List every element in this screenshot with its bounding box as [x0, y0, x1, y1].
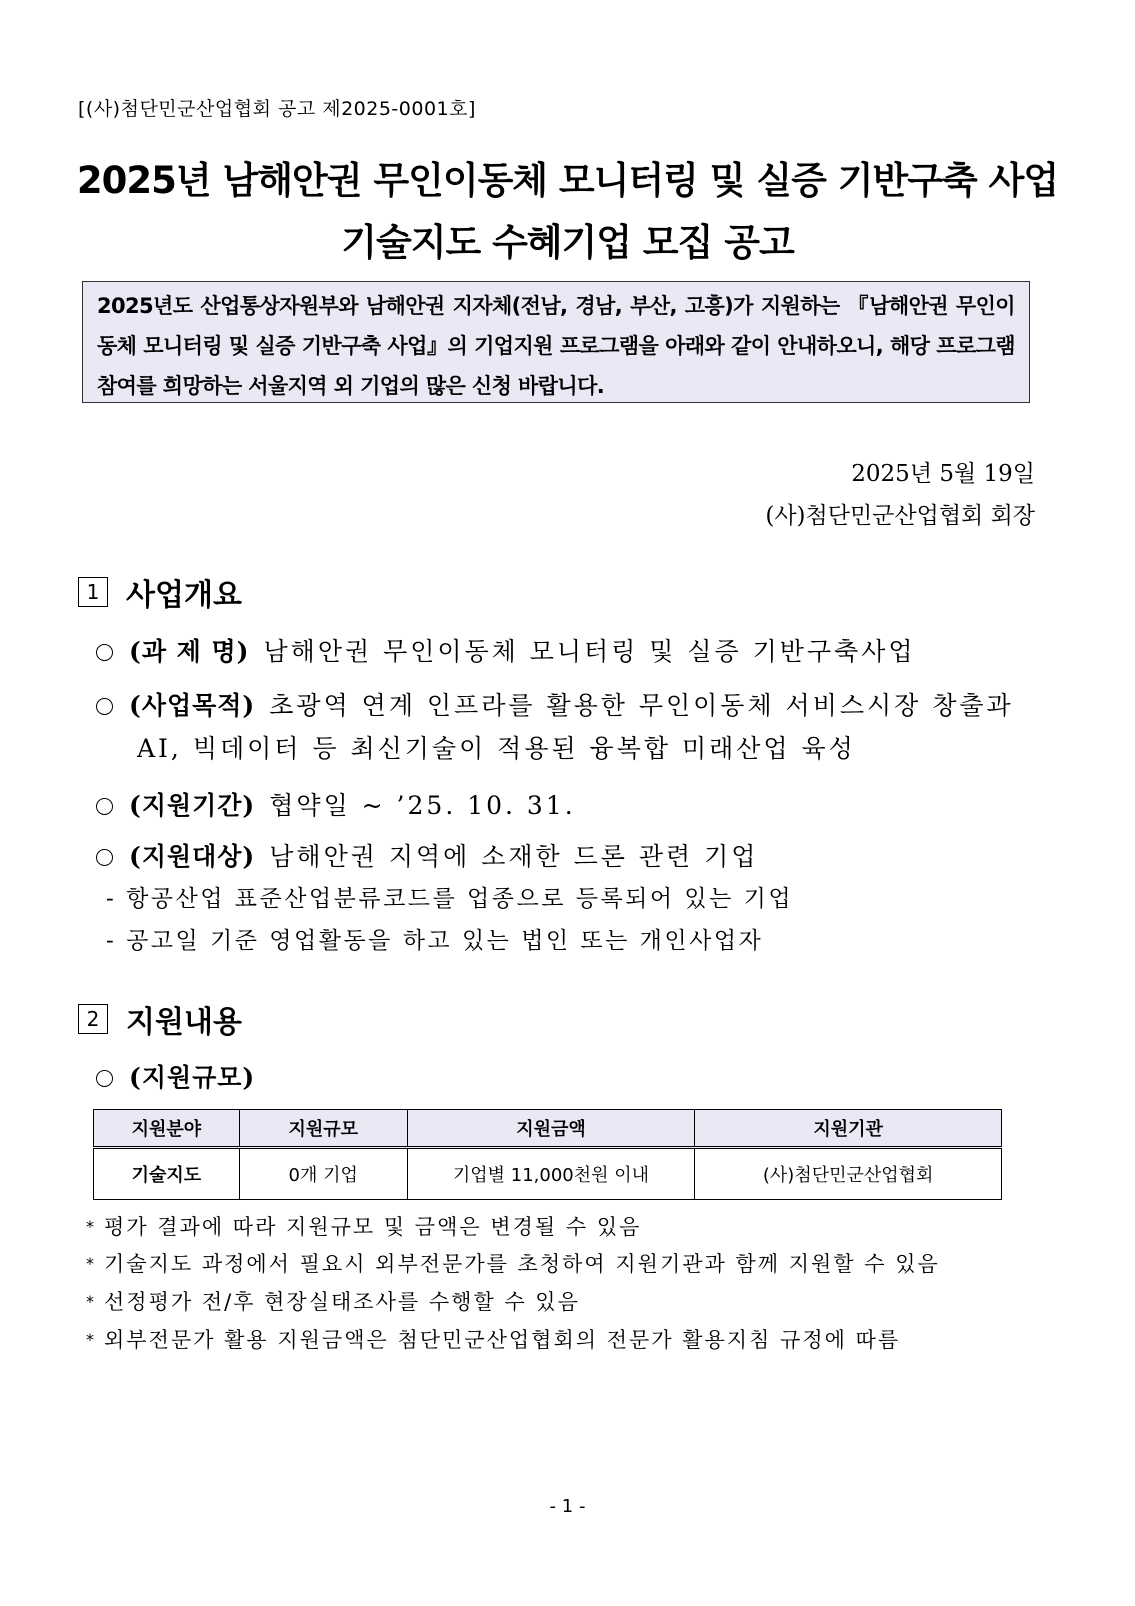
circle-bullet-icon — [96, 849, 113, 866]
note — [86, 1211, 641, 1241]
item-target — [96, 837, 758, 873]
circle-bullet-icon — [96, 798, 113, 815]
note — [86, 1324, 900, 1354]
circle-bullet-icon — [96, 1070, 113, 1087]
section-1-title: 사업개요 — [126, 578, 242, 613]
section-2-title: 지원내용 — [126, 1005, 242, 1040]
asterisk-icon: * — [86, 1292, 96, 1311]
note-text: 기술지도 과정에서 필요시 외부전문가를 초청하여 지원기관과 함께 지원할 수 있음 — [104, 1252, 940, 1276]
item-label: (지원기간) — [129, 791, 256, 820]
notice-date: 2025년 5월 19일 — [851, 461, 1035, 487]
item-text: 남해안권 지역에 소재한 드론 관련 기업 — [269, 842, 759, 871]
table-header: 지원금액 — [407, 1110, 695, 1148]
section-1-heading — [78, 570, 242, 614]
item-label: (과 제 명) — [129, 637, 250, 666]
table-row — [94, 1148, 1002, 1200]
item-period — [96, 786, 576, 822]
section-1-number: 1 — [78, 577, 108, 607]
support-table — [93, 1109, 1002, 1200]
item-purpose-continued: AI, 빅데이터 등 최신기술이 적용된 융복합 미래산업 육성 — [137, 734, 856, 763]
note-text: 평가 결과에 따라 지원규모 및 금액은 변경될 수 있음 — [104, 1215, 642, 1239]
item-text: 협약일 ~ ’25. 10. 31. — [269, 791, 576, 820]
item-text: 남해안권 무인이동체 모니터링 및 실증 기반구축사업 — [263, 637, 916, 666]
table-cell: 기술지도 — [94, 1148, 240, 1200]
page-number: - 1 - — [549, 1496, 586, 1517]
item-label: (지원대상) — [129, 842, 256, 871]
summary-box — [82, 281, 1030, 403]
asterisk-icon: * — [86, 1217, 96, 1236]
summary-text: 2025년도 산업통상자원부와 남해안권 지자체(전남, 경남, 부산, 고흥)가 지원하는 『남해안권 무인이동체 모니터링 및 실증 기반구축 사업』의 기업지원 프로그램을 아래와 같이 안내하오니, 해당 프로그램 참여를 희망하는 서울지역 외 기업의 많은 신청 바랍니다. — [97, 294, 1015, 398]
title-line-1: 2025년 남해안권 무인이동체 모니터링 및 실증 기반구축 사업 — [76, 159, 1059, 202]
table-header: 지원분야 — [94, 1110, 240, 1148]
table-cell: 기업별 11,000천원 이내 — [407, 1148, 695, 1200]
item-project-name — [96, 632, 916, 668]
table-header: 지원기관 — [695, 1110, 1002, 1148]
table-cell: (사)첨단민군산업협회 — [695, 1148, 1002, 1200]
note — [86, 1248, 940, 1278]
table-header-row — [94, 1110, 1002, 1148]
subitem: - 항공산업 표준산업분류코드를 업종으로 등록되어 있는 기업 — [106, 886, 794, 912]
item-purpose — [96, 686, 1014, 722]
item-label: (지원규모) — [129, 1063, 256, 1092]
note-text: 선정평가 전/후 현장실태조사를 수행할 수 있음 — [104, 1290, 580, 1314]
issuer: (사)첨단민군산업협회 회장 — [765, 503, 1035, 529]
section-2-heading — [78, 997, 242, 1041]
asterisk-icon: * — [86, 1330, 96, 1349]
asterisk-icon: * — [86, 1254, 96, 1273]
notice-number: [(사)첨단민군산업협회 공고 제2025-0001호] — [78, 98, 476, 120]
item-text: 초광역 연계 인프라를 활용한 무인이동체 서비스시장 창출과 — [269, 691, 1014, 720]
section-2-number: 2 — [78, 1004, 108, 1034]
title-line-2: 기술지도 수혜기업 모집 공고 — [341, 221, 794, 264]
table-header: 지원규모 — [239, 1110, 407, 1148]
circle-bullet-icon — [96, 698, 113, 715]
item-label: (사업목적) — [129, 691, 256, 720]
circle-bullet-icon — [96, 644, 113, 661]
subitem: - 공고일 기준 영업활동을 하고 있는 법인 또는 개인사업자 — [106, 928, 764, 954]
table-cell: 0개 기업 — [239, 1148, 407, 1200]
note — [86, 1286, 580, 1316]
note-text: 외부전문가 활용 지원금액은 첨단민군산업협회의 전문가 활용지침 규정에 따름 — [104, 1328, 901, 1352]
item-support-scale — [96, 1058, 269, 1094]
